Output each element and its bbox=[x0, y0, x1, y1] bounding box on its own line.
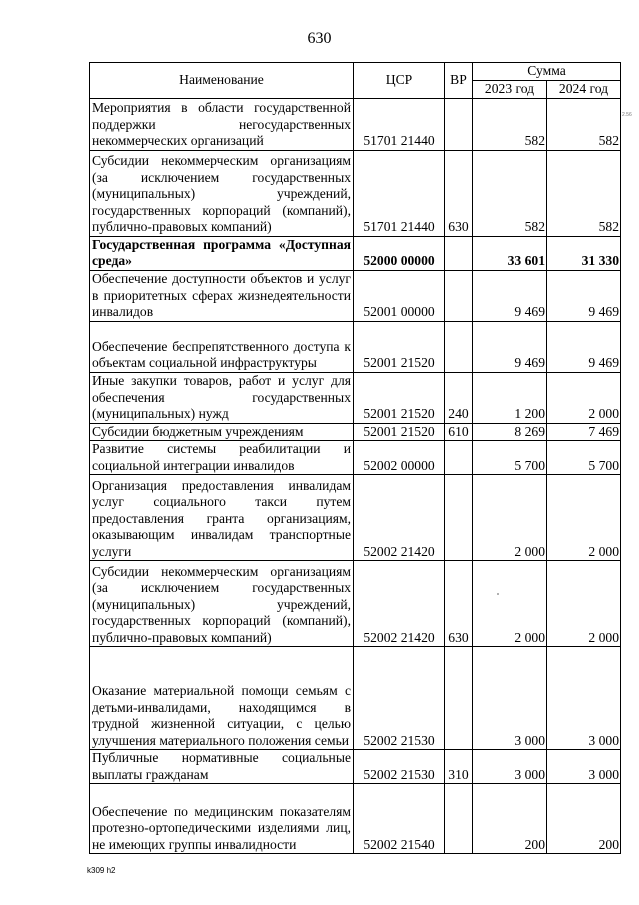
table-row bbox=[90, 270, 621, 321]
header-sum: Сумма bbox=[473, 63, 621, 81]
row-vr-cell bbox=[445, 321, 473, 372]
row-sum-2023-cell: 582 bbox=[473, 98, 547, 150]
row-sum-2023-cell: 200 bbox=[473, 784, 547, 854]
row-sum-2024-cell: 582 bbox=[547, 98, 621, 150]
row-vr-cell: 240 bbox=[445, 372, 473, 423]
row-sum-2024-cell: 3 000 bbox=[547, 750, 621, 784]
row-vr-cell bbox=[445, 441, 473, 475]
row-sum-2024-cell: 2 000 bbox=[547, 561, 621, 647]
row-sum-2023-cell: 1 200 bbox=[473, 372, 547, 423]
row-sum-2023-cell: 5 700 bbox=[473, 441, 547, 475]
row-vr-cell bbox=[445, 98, 473, 150]
row-csr-cell: 52002 21420 bbox=[354, 475, 445, 561]
table-body bbox=[90, 98, 621, 854]
page-number: 630 bbox=[307, 30, 332, 47]
row-vr-cell bbox=[445, 270, 473, 321]
row-csr-cell: 52000 00000 bbox=[354, 236, 445, 270]
header-name: Наименование bbox=[90, 63, 354, 99]
table-row bbox=[90, 647, 621, 750]
table-row bbox=[90, 98, 621, 150]
row-name-cell: Субсидии некоммерческим организациям (за исключением государственных (муниципальных) учреждений, государственных корпораций (компаний), публично-правовых компаний) bbox=[90, 561, 354, 647]
row-sum-2023-cell: 3 000 bbox=[473, 647, 547, 750]
row-sum-2024-cell: 31 330 bbox=[547, 236, 621, 270]
row-sum-2023-cell: 33 601 bbox=[473, 236, 547, 270]
row-csr-cell: 52001 21520 bbox=[354, 372, 445, 423]
table-row bbox=[90, 475, 621, 561]
table-row bbox=[90, 441, 621, 475]
header-year-2023: 2023 год bbox=[473, 80, 547, 98]
row-name-cell: Субсидии некоммерческим организациям (за исключением государственных (муниципальных) учреждений, государственных корпораций (компаний), публично-правовых компаний) bbox=[90, 150, 354, 236]
row-vr-cell bbox=[445, 647, 473, 750]
row-name-cell: Государственная программа «Доступная среда» bbox=[90, 236, 354, 270]
table-row bbox=[90, 236, 621, 270]
row-name-cell: Обеспечение доступности объектов и услуг в приоритетных сферах жизнедеятельности инвалидов bbox=[90, 270, 354, 321]
header-csr: ЦСР bbox=[354, 63, 445, 99]
row-csr-cell: 51701 21440 bbox=[354, 98, 445, 150]
row-name-cell: Обеспечение по медицинским показателям протезно-ортопедическими изделиями лиц, не имеющих группы инвалидности bbox=[90, 784, 354, 854]
row-sum-2023-cell: 3 000 bbox=[473, 750, 547, 784]
table-row bbox=[90, 784, 621, 854]
row-csr-cell: 52001 21520 bbox=[354, 423, 445, 441]
row-name-cell: Мероприятия в области государственной поддержки негосударственных некоммерческих организаций bbox=[90, 98, 354, 150]
table-row bbox=[90, 321, 621, 372]
row-csr-cell: 52002 21530 bbox=[354, 750, 445, 784]
row-sum-2023-cell: 2 000 bbox=[473, 561, 547, 647]
row-sum-2024-cell: 3 000 bbox=[547, 647, 621, 750]
margin-mark: 2.56 bbox=[622, 112, 632, 118]
table-row bbox=[90, 150, 621, 236]
row-vr-cell bbox=[445, 236, 473, 270]
row-csr-cell: 52002 00000 bbox=[354, 441, 445, 475]
row-sum-2024-cell: 200 bbox=[547, 784, 621, 854]
row-name-cell: Субсидии бюджетным учреждениям bbox=[90, 423, 354, 441]
row-sum-2024-cell: 7 469 bbox=[547, 423, 621, 441]
row-sum-2023-cell: 8 269 bbox=[473, 423, 547, 441]
budget-table bbox=[89, 62, 621, 854]
row-vr-cell: 310 bbox=[445, 750, 473, 784]
row-sum-2024-cell: 2 000 bbox=[547, 372, 621, 423]
row-name-cell: Иные закупки товаров, работ и услуг для обеспечения государственных (муниципальных) нужд bbox=[90, 372, 354, 423]
row-csr-cell: 52001 21520 bbox=[354, 321, 445, 372]
table-row bbox=[90, 561, 621, 647]
row-sum-2024-cell: 9 469 bbox=[547, 321, 621, 372]
row-vr-cell bbox=[445, 784, 473, 854]
row-name-cell: Организация предоставления инвалидам услуг социального такси путем предоставления гранта организациям, оказывающим инвалидам транспортные услуги bbox=[90, 475, 354, 561]
header-vr: ВР bbox=[445, 63, 473, 99]
table-row bbox=[90, 750, 621, 784]
row-name-cell: Оказание материальной помощи семьям с детьми-инвалидами, находящимся в трудной жизненной ситуации, с целью улучшения материального положения семьи bbox=[90, 647, 354, 750]
row-name-cell: Обеспечение беспрепятственного доступа к объектам социальной инфраструктуры bbox=[90, 321, 354, 372]
row-csr-cell: 52002 21420 bbox=[354, 561, 445, 647]
row-csr-cell: 52002 21540 bbox=[354, 784, 445, 854]
header-year-2024: 2024 год bbox=[547, 80, 621, 98]
row-vr-cell: 630 bbox=[445, 150, 473, 236]
row-sum-2023-cell: 9 469 bbox=[473, 270, 547, 321]
footer-code: k309 h2 bbox=[87, 866, 116, 875]
row-name-cell: Развитие системы реабилитации и социальной интеграции инвалидов bbox=[90, 441, 354, 475]
row-csr-cell: 52002 21530 bbox=[354, 647, 445, 750]
row-csr-cell: 52001 00000 bbox=[354, 270, 445, 321]
table-row bbox=[90, 372, 621, 423]
row-vr-cell bbox=[445, 475, 473, 561]
row-sum-2023-cell: 2 000 bbox=[473, 475, 547, 561]
row-sum-2023-cell: 582 bbox=[473, 150, 547, 236]
row-sum-2024-cell: 582 bbox=[547, 150, 621, 236]
row-csr-cell: 51701 21440 bbox=[354, 150, 445, 236]
row-name-cell: Публичные нормативные социальные выплаты гражданам bbox=[90, 750, 354, 784]
table-row bbox=[90, 423, 621, 441]
row-sum-2024-cell: 9 469 bbox=[547, 270, 621, 321]
row-vr-cell: 610 bbox=[445, 423, 473, 441]
row-sum-2024-cell: 5 700 bbox=[547, 441, 621, 475]
row-sum-2024-cell: 2 000 bbox=[547, 475, 621, 561]
row-vr-cell: 630 bbox=[445, 561, 473, 647]
row-sum-2023-cell: 9 469 bbox=[473, 321, 547, 372]
